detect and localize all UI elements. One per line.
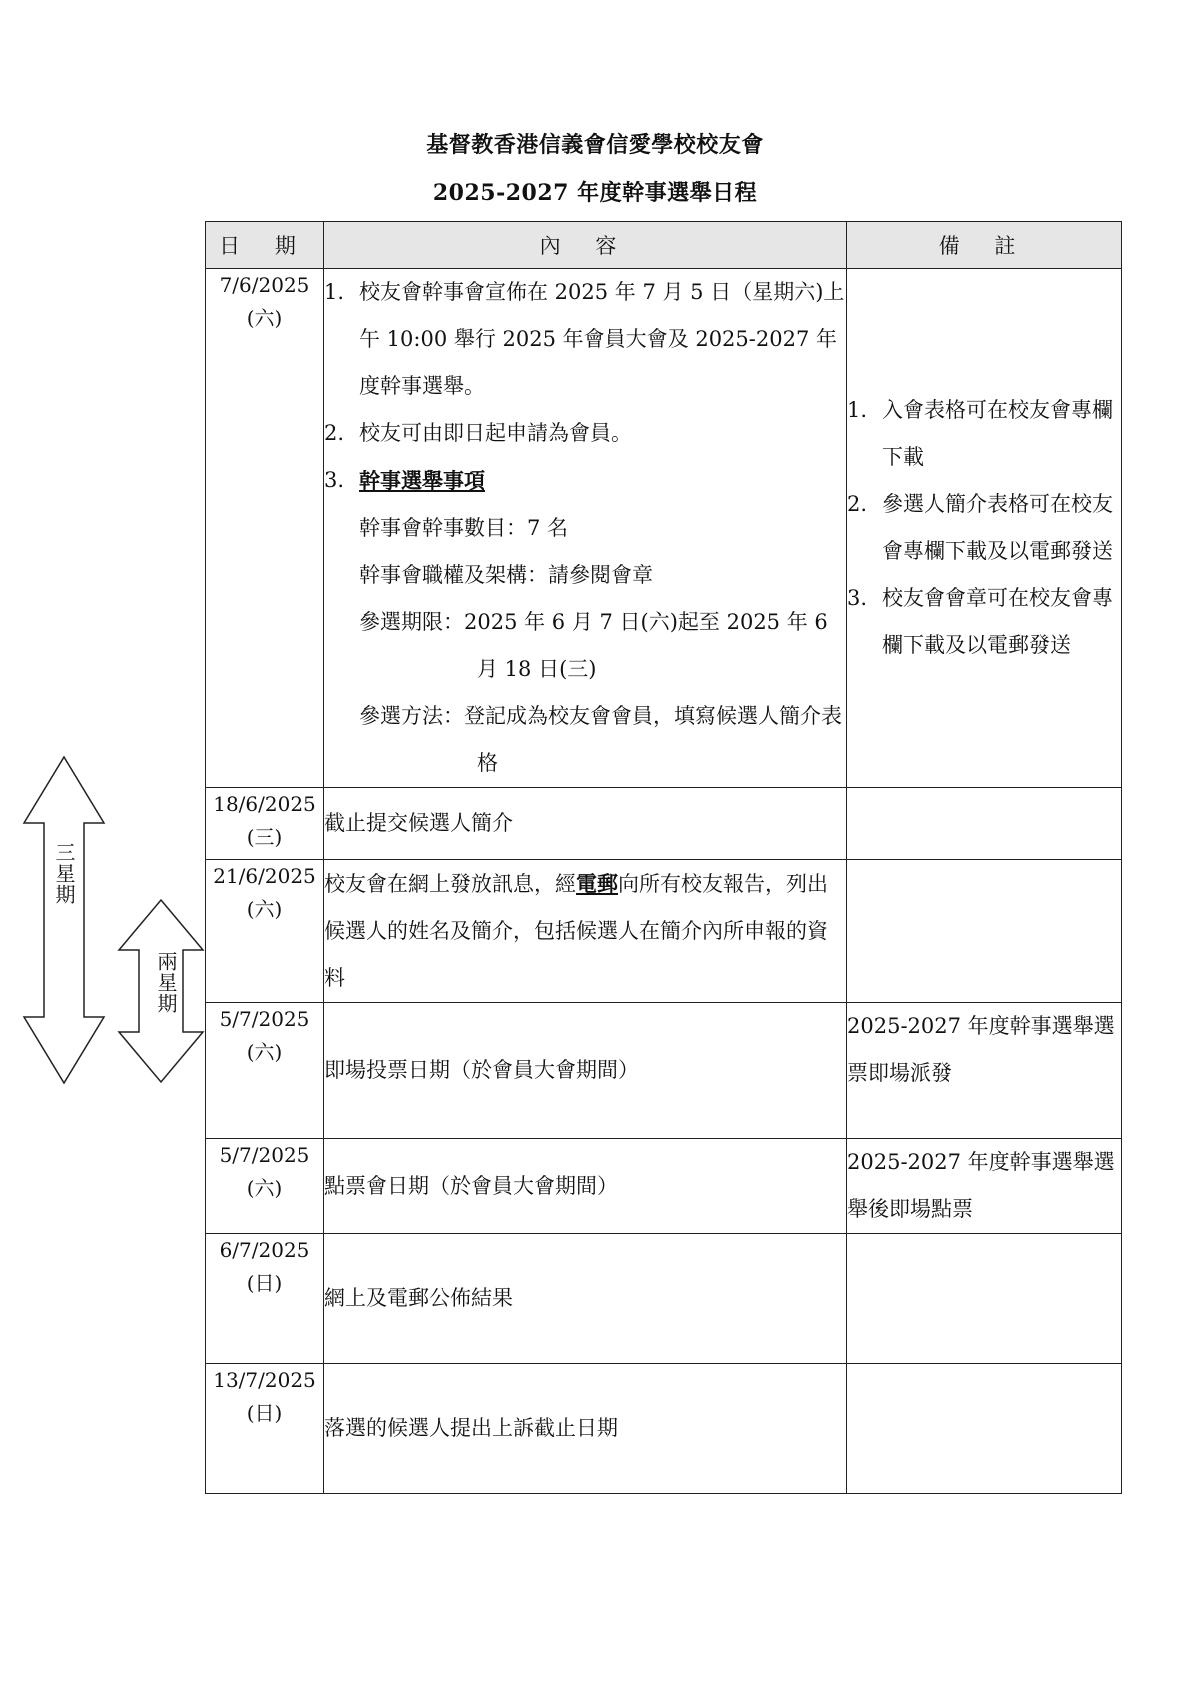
- weekday-text: (六): [246, 306, 283, 330]
- date-cell: [206, 269, 324, 788]
- remark-list: [847, 387, 1121, 669]
- table-row: [206, 860, 1122, 1003]
- nomination-period-text: 參選期限：2025 年 6 月 7 日(六)起至 2025 年 6 月 18 日(三): [359, 610, 828, 681]
- content-item-text: 校友可由即日起申請為會員。: [359, 421, 632, 445]
- content-text: 點票會日期（於會員大會期間）: [324, 1173, 618, 1198]
- three-weeks-arrow-icon: [22, 755, 106, 1085]
- schedule-table: [205, 221, 1122, 1494]
- date-text: 7/6/2025: [219, 273, 310, 297]
- content-cell: [324, 788, 847, 860]
- list-item: 2. 校友可由即日起申請為會員。: [324, 421, 632, 445]
- content-cell: [324, 269, 847, 788]
- list-item: 2. 參選人簡介表格可在校友會專欄下載及以電郵發送: [847, 492, 1113, 563]
- remark-item-text: 入會表格可在校友會專欄下載: [882, 398, 1113, 469]
- date-cell: [206, 1234, 324, 1364]
- header-content: 內 容: [324, 222, 847, 269]
- nomination-method-text: 參選方法：登記成為校友會會員，填寫候選人簡介表格: [359, 704, 842, 775]
- header-date: 日 期: [206, 222, 324, 269]
- content-cell: [324, 1234, 847, 1364]
- date-cell: [206, 788, 324, 860]
- list-item: 1. 校友會幹事會宣佈在 2025 年 7 月 5 日（星期六)上午 10:00 舉行 2025 年會員大會及 2025-2027 年度幹事選舉。: [324, 280, 845, 398]
- date-text: 18/6/2025: [213, 792, 316, 816]
- content-text: 網上及電郵公佈結果: [324, 1286, 513, 1310]
- date-text: 5/7/2025: [219, 1007, 310, 1031]
- table-row: [206, 1234, 1122, 1364]
- content-cell: [324, 1139, 847, 1234]
- date-text: 13/7/2025: [213, 1368, 316, 1392]
- weekday-text: (日): [246, 1271, 283, 1295]
- header-remarks: 備 註: [847, 222, 1122, 269]
- document-subtitle: 2025-2027 年度幹事選舉日程: [432, 180, 758, 206]
- content-text: 落選的候選人提出上訴截止日期: [324, 1416, 618, 1440]
- date-text: 5/7/2025: [219, 1143, 310, 1167]
- content-item-text: 校友會幹事會宣佈在 2025 年 7 月 5 日（星期六)上午 10:00 舉行 2025 年會員大會及 2025-2027 年度幹事選舉。: [359, 280, 845, 398]
- document-title: 基督教香港信義會信愛學校校友會: [426, 132, 764, 158]
- weekday-text: (日): [246, 1401, 283, 1425]
- remark-item-text: 校友會會章可在校友會專欄下載及以電郵發送: [882, 586, 1113, 657]
- election-matters-heading: 幹事選舉事項: [359, 468, 485, 493]
- remark-cell: [847, 1139, 1122, 1234]
- two-weeks-label: 兩星期: [154, 951, 178, 1014]
- date-text: 21/6/2025: [213, 864, 316, 888]
- table-header-row: [206, 222, 1122, 269]
- content-cell: [324, 1364, 847, 1494]
- remark-text: 2025-2027 年度幹事選舉選舉後即場點票: [847, 1150, 1115, 1221]
- remark-cell: [847, 1003, 1122, 1139]
- date-cell: [206, 1139, 324, 1234]
- table-row: [206, 788, 1122, 860]
- weekday-text: (三): [246, 825, 283, 849]
- three-weeks-label: 三星期: [52, 842, 76, 905]
- content-list: [324, 269, 846, 505]
- content-cell: [324, 860, 847, 1003]
- remark-cell: [847, 269, 1122, 788]
- content-cell: [324, 1003, 847, 1139]
- director-count-text: 幹事會幹事數目：7 名: [359, 516, 569, 540]
- structure-text: 幹事會職權及架構：請參閱會章: [359, 563, 653, 587]
- table-row: [206, 1003, 1122, 1139]
- remark-text: 2025-2027 年度幹事選舉選票即場派發: [847, 1014, 1115, 1085]
- list-item: 3. 幹事選舉事項: [324, 468, 485, 493]
- table-row: [206, 269, 1122, 788]
- remark-cell: [847, 860, 1122, 1003]
- date-cell: [206, 860, 324, 1003]
- content-text: 截止提交候選人簡介: [324, 811, 513, 835]
- table-row: [206, 1139, 1122, 1234]
- date-cell: [206, 1003, 324, 1139]
- list-item: 3. 校友會會章可在校友會專欄下載及以電郵發送: [847, 586, 1113, 657]
- email-emphasis: 電郵: [576, 871, 618, 896]
- weekday-text: (六): [246, 897, 283, 921]
- content-text: 即場投票日期（於會員大會期間）: [324, 1058, 639, 1082]
- table-row: [206, 1364, 1122, 1494]
- remark-cell: [847, 1364, 1122, 1494]
- remark-item-text: 參選人簡介表格可在校友會專欄下載及以電郵發送: [882, 492, 1113, 563]
- weekday-text: (六): [246, 1040, 283, 1064]
- date-cell: [206, 1364, 324, 1494]
- date-text: 6/7/2025: [219, 1238, 310, 1262]
- weekday-text: (六): [246, 1176, 283, 1200]
- remark-cell: [847, 788, 1122, 860]
- content-text: 向所有校友報告，列出候選人的姓名及簡介，包括候選人在簡介內所申報的資料: [324, 872, 828, 990]
- content-text: 校友會在網上發放訊息，經: [324, 872, 576, 896]
- list-item: 1. 入會表格可在校友會專欄下載: [847, 398, 1113, 469]
- remark-cell: [847, 1234, 1122, 1364]
